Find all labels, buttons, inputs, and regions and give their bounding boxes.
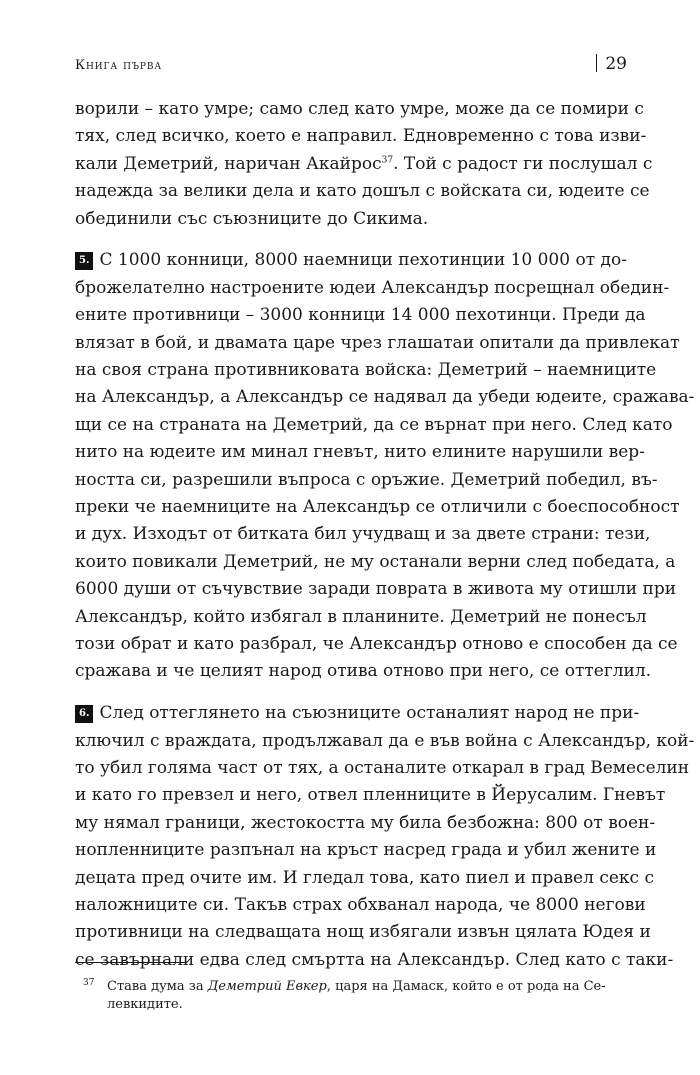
text-line: ността си, разрешили въпроса с оръжие. Деметрий победил, въ- bbox=[75, 469, 658, 490]
section-number-badge: 5. bbox=[75, 252, 93, 270]
text-line: 6000 души от съчувствие заради поврата в живота му отишли при bbox=[75, 579, 677, 600]
text-line: брожелателно настроените юдеи Александър посрещнал обедин- bbox=[75, 277, 670, 298]
text-line: и като го превзел и него, отвел пленниците в Йерусалим. Гневът bbox=[75, 785, 666, 806]
text-line: ворили – като умре; само след като умре, може да се помири с bbox=[75, 99, 644, 119]
text-line: сражава и че целият народ отива отново при него, се оттеглил. bbox=[75, 661, 652, 682]
page-number bbox=[596, 54, 627, 74]
text-line: на Александър, а Александър се надявал да убеди юдеите, сражава- bbox=[75, 387, 695, 408]
running-head bbox=[75, 54, 627, 80]
body-text bbox=[75, 96, 695, 974]
footnote-line bbox=[75, 972, 627, 994]
text-line: му нямал граници, жестокостта му била безбожна: 800 от воен- bbox=[75, 812, 656, 833]
footnote-rule bbox=[75, 962, 185, 963]
text-line: ключил с враждата, продължавал да е във война с Александър, кой- bbox=[75, 730, 695, 751]
text-line: надежда за велики дела и като дошъл с войската си, юдеите се bbox=[75, 181, 650, 202]
text-fragment: кали Деметрий, наричан Акайрос bbox=[75, 153, 382, 174]
section-number-badge: 6. bbox=[75, 705, 93, 723]
text-fragment: След оттеглянето на съюзниците останалият народ не при- bbox=[99, 703, 640, 724]
text-line: то убил голяма част от тях, а останалите откарал в град Вемеселин bbox=[75, 757, 690, 778]
page-number-divider bbox=[596, 54, 597, 72]
footnote-mark: 37 bbox=[83, 978, 95, 988]
text-line: ените противници – 3000 конници 14 000 пехотинци. Преди да bbox=[75, 305, 646, 326]
text-line: преки че наемниците на Александър се отличили с боеспособност bbox=[75, 496, 680, 517]
text-line: нопленниците разпънал на кръст насред града и убил жените и bbox=[75, 840, 657, 861]
text-line: които повикали Деметрий, не му останали верни след победата, а bbox=[75, 551, 676, 572]
text-line: този обрат и като разбрал, че Александър отново е способен да се bbox=[75, 633, 678, 654]
text-line: тях, след всичко, което е направил. Едновременно с това изви- bbox=[75, 126, 647, 147]
text-line: Александър, който избягал в планините. Деметрий не понесъл bbox=[75, 606, 647, 627]
paragraph-section-5 bbox=[75, 247, 695, 685]
footnote bbox=[75, 972, 627, 1016]
text-line: нито на юдеите им минал гневът, нито елините нарушили вер- bbox=[75, 442, 645, 463]
footnote-line: левкидите. bbox=[107, 997, 183, 1012]
paragraph bbox=[75, 96, 653, 233]
text-line: се завърнали едва след смъртта на Александър. След като с таки- bbox=[75, 949, 674, 970]
page-number-value: 29 bbox=[605, 54, 627, 74]
text-fragment: С 1000 конници, 8000 наемници пехотинции 10 000 от до- bbox=[99, 250, 627, 271]
text-line: обединили със съюзниците до Сикима. bbox=[75, 208, 429, 229]
text-line bbox=[75, 700, 640, 727]
text-line: щи се на страната на Деметрий, да се върнат при него. След като bbox=[75, 414, 673, 435]
text-line: децата пред очите им. И гледал това, като пиел и правел секс с bbox=[75, 867, 654, 888]
footnote-text: , царя на Дамаск, който е от рода на Се- bbox=[326, 979, 606, 994]
footnote-italic-name: Деметрий Евкер bbox=[207, 979, 327, 994]
running-title: Книга първа bbox=[75, 58, 163, 73]
text-line bbox=[75, 247, 627, 274]
text-line: наложниците си. Такъв страх обхванал народа, че 8000 негови bbox=[75, 894, 646, 915]
text-line: влязат в бой, и двамата царе чрез глашатаи опитали да привлекат bbox=[75, 332, 680, 353]
footnote-reference: 37 bbox=[381, 155, 394, 166]
text-line: противници на следващата нощ избягали извън цялата Юдея и bbox=[75, 922, 651, 943]
text-line: на своя страна противниковата войска: Деметрий – наемниците bbox=[75, 360, 657, 381]
text-line bbox=[75, 151, 653, 178]
text-line: и дух. Изходът от битката бил учудващ и за двете страни: тези, bbox=[75, 524, 651, 545]
footnote-text: Става дума за bbox=[107, 979, 208, 994]
paragraph-section-6 bbox=[75, 700, 695, 974]
text-fragment: . Той с радост ги послушал с bbox=[393, 153, 653, 174]
